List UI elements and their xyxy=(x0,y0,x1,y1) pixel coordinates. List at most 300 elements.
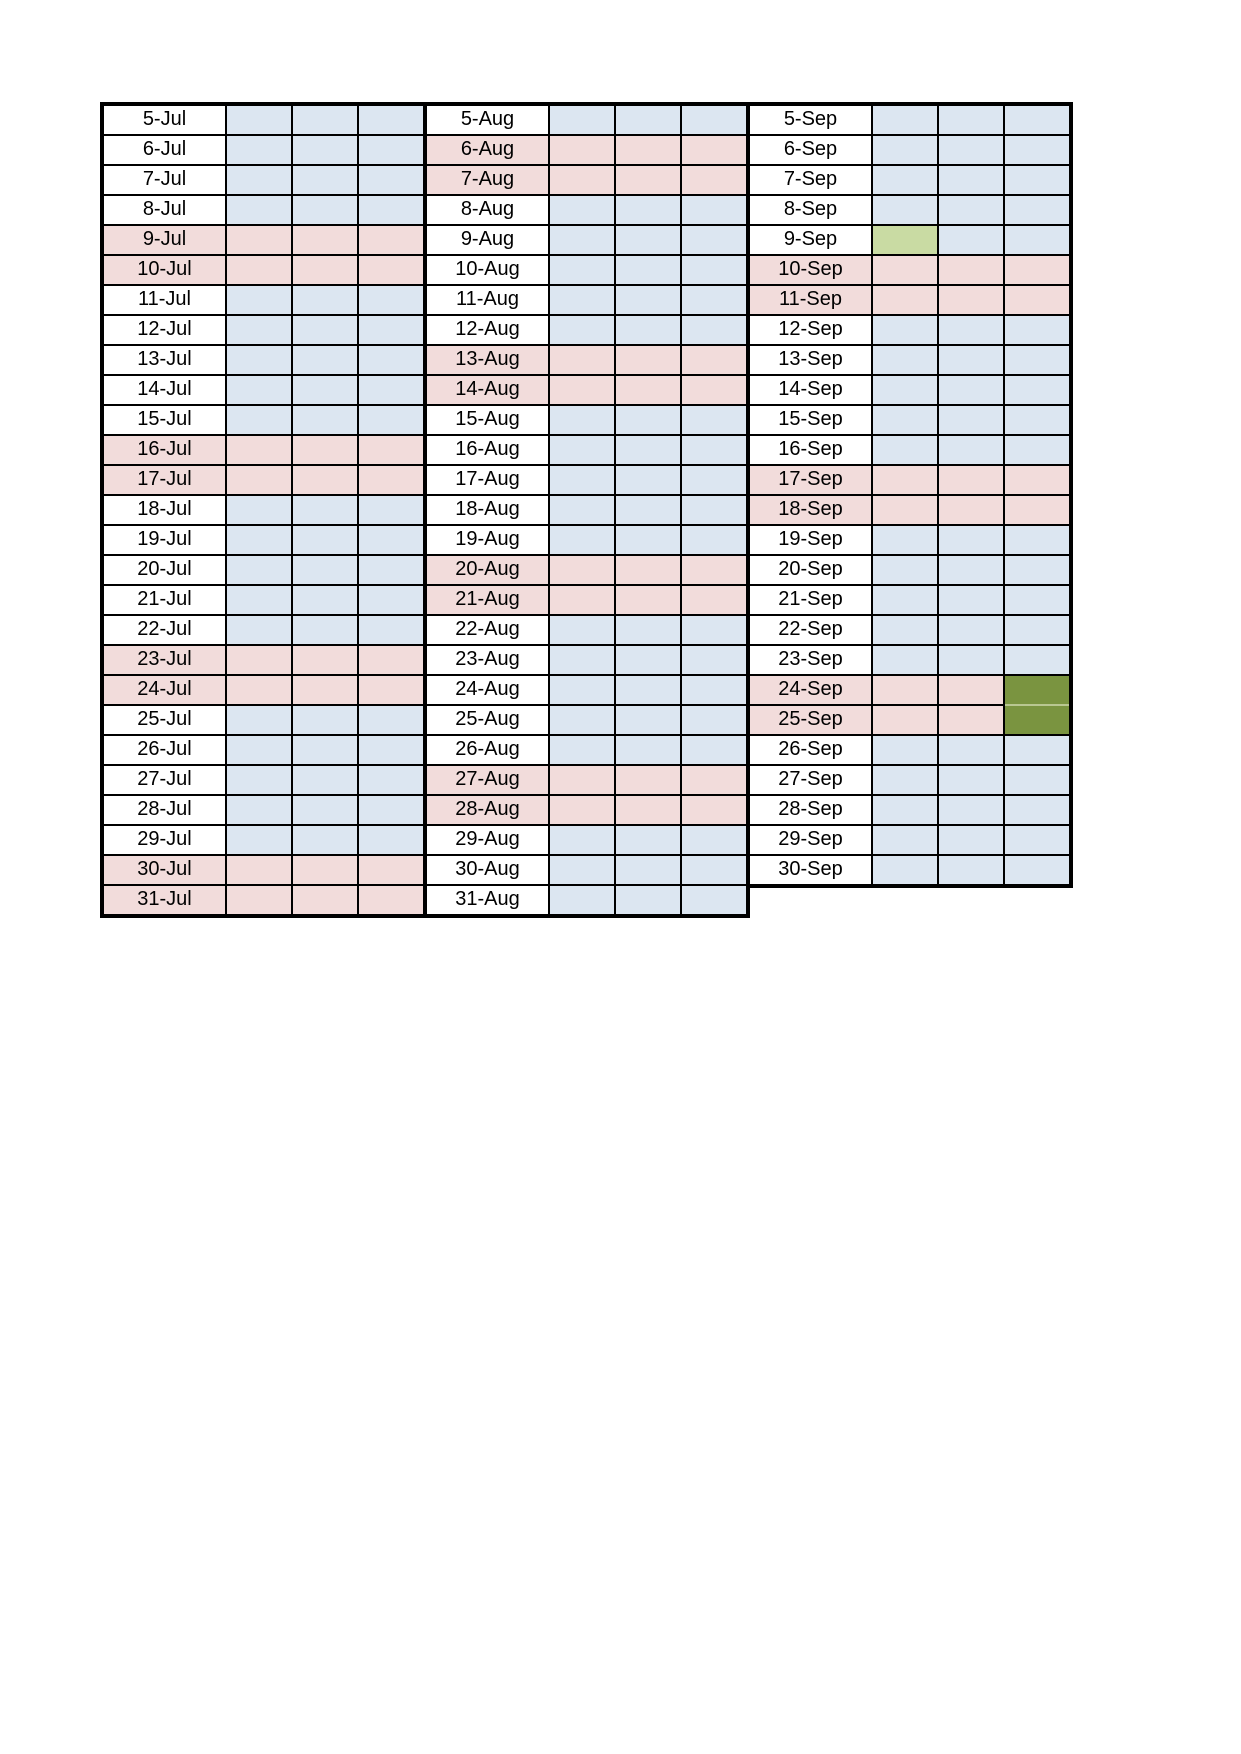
day-cell xyxy=(359,706,423,736)
day-cell xyxy=(682,316,746,346)
day-cell xyxy=(359,406,423,436)
day-cell xyxy=(293,196,359,226)
day-cell xyxy=(227,736,293,766)
date-row xyxy=(427,826,746,856)
date-label: 8-Jul xyxy=(104,196,227,226)
date-label: 29-Jul xyxy=(104,826,227,856)
date-label: 11-Sep xyxy=(750,286,873,316)
day-cell xyxy=(873,796,939,826)
date-row xyxy=(750,316,1069,346)
day-cell xyxy=(616,886,682,914)
day-cell xyxy=(1005,256,1069,286)
day-cell xyxy=(550,556,616,586)
day-cell xyxy=(616,736,682,766)
date-row xyxy=(427,556,746,586)
date-row xyxy=(104,586,423,616)
day-cell xyxy=(939,436,1005,466)
date-label: 13-Aug xyxy=(427,346,550,376)
date-label: 16-Jul xyxy=(104,436,227,466)
date-label: 27-Aug xyxy=(427,766,550,796)
day-cell xyxy=(873,616,939,646)
date-row xyxy=(104,106,423,136)
day-cell xyxy=(939,286,1005,316)
day-cell xyxy=(873,496,939,526)
day-cell xyxy=(939,646,1005,676)
day-cell xyxy=(227,646,293,676)
date-row xyxy=(750,856,1069,884)
day-cell xyxy=(682,406,746,436)
date-row xyxy=(427,136,746,166)
day-cell xyxy=(293,256,359,286)
day-cell xyxy=(616,436,682,466)
day-cell xyxy=(939,676,1005,706)
day-cell xyxy=(1005,856,1069,884)
day-cell xyxy=(1005,136,1069,166)
day-cell xyxy=(359,106,423,136)
date-label: 20-Aug xyxy=(427,556,550,586)
date-label: 28-Jul xyxy=(104,796,227,826)
day-cell xyxy=(227,616,293,646)
date-row xyxy=(104,676,423,706)
day-cell xyxy=(873,706,939,736)
date-row xyxy=(104,646,423,676)
day-cell xyxy=(616,826,682,856)
date-label: 16-Aug xyxy=(427,436,550,466)
date-label: 26-Jul xyxy=(104,736,227,766)
day-cell xyxy=(939,736,1005,766)
date-label: 5-Aug xyxy=(427,106,550,136)
date-row xyxy=(750,226,1069,256)
date-row xyxy=(104,256,423,286)
day-cell xyxy=(939,466,1005,496)
day-cell xyxy=(359,646,423,676)
day-cell xyxy=(550,226,616,256)
day-cell xyxy=(550,796,616,826)
day-cell xyxy=(227,496,293,526)
date-row xyxy=(104,466,423,496)
day-cell xyxy=(359,466,423,496)
day-cell xyxy=(550,376,616,406)
day-cell xyxy=(550,106,616,136)
day-cell xyxy=(293,676,359,706)
date-row xyxy=(750,646,1069,676)
day-cell xyxy=(359,316,423,346)
day-cell xyxy=(616,646,682,676)
date-row xyxy=(104,496,423,526)
day-cell xyxy=(359,436,423,466)
day-cell xyxy=(939,706,1005,736)
day-cell xyxy=(873,376,939,406)
date-label: 30-Sep xyxy=(750,856,873,884)
date-label: 15-Jul xyxy=(104,406,227,436)
day-cell xyxy=(682,466,746,496)
date-label: 9-Jul xyxy=(104,226,227,256)
date-row xyxy=(427,796,746,826)
day-cell xyxy=(550,646,616,676)
date-row xyxy=(104,856,423,886)
date-label: 10-Sep xyxy=(750,256,873,286)
day-cell xyxy=(682,346,746,376)
date-label: 17-Sep xyxy=(750,466,873,496)
date-row xyxy=(750,106,1069,136)
date-label: 14-Aug xyxy=(427,376,550,406)
day-cell xyxy=(1005,346,1069,376)
day-cell xyxy=(550,466,616,496)
day-cell xyxy=(359,766,423,796)
day-cell xyxy=(873,646,939,676)
date-label: 30-Aug xyxy=(427,856,550,886)
day-cell xyxy=(682,286,746,316)
day-cell xyxy=(1005,286,1069,316)
date-label: 7-Jul xyxy=(104,166,227,196)
day-cell xyxy=(550,616,616,646)
date-row xyxy=(750,166,1069,196)
day-cell xyxy=(873,826,939,856)
date-label: 7-Sep xyxy=(750,166,873,196)
date-row xyxy=(750,256,1069,286)
date-row xyxy=(427,526,746,556)
day-cell xyxy=(682,496,746,526)
date-label: 18-Aug xyxy=(427,496,550,526)
date-row xyxy=(427,436,746,466)
date-row xyxy=(427,196,746,226)
day-cell xyxy=(1005,556,1069,586)
date-row xyxy=(104,796,423,826)
date-label: 22-Sep xyxy=(750,616,873,646)
day-cell xyxy=(293,316,359,346)
day-cell xyxy=(1005,466,1069,496)
day-cell xyxy=(616,376,682,406)
day-cell xyxy=(939,226,1005,256)
day-cell xyxy=(616,856,682,886)
day-cell xyxy=(293,436,359,466)
day-cell xyxy=(1005,196,1069,226)
day-cell xyxy=(682,556,746,586)
date-row xyxy=(750,466,1069,496)
day-cell xyxy=(616,706,682,736)
day-cell xyxy=(682,856,746,886)
day-cell xyxy=(873,436,939,466)
highlighted-day-cell-dark-green xyxy=(1005,676,1069,706)
date-row xyxy=(427,166,746,196)
day-cell xyxy=(1005,106,1069,136)
date-row xyxy=(427,106,746,136)
day-cell xyxy=(682,376,746,406)
day-cell xyxy=(293,496,359,526)
day-cell xyxy=(939,826,1005,856)
day-cell xyxy=(359,586,423,616)
day-cell xyxy=(682,616,746,646)
day-cell xyxy=(293,406,359,436)
date-row xyxy=(104,376,423,406)
date-row xyxy=(750,766,1069,796)
day-cell xyxy=(359,376,423,406)
day-cell xyxy=(293,856,359,886)
date-row xyxy=(104,826,423,856)
day-cell xyxy=(227,466,293,496)
date-row xyxy=(750,736,1069,766)
day-cell xyxy=(359,736,423,766)
day-cell xyxy=(939,526,1005,556)
date-row xyxy=(750,706,1069,736)
date-label: 23-Sep xyxy=(750,646,873,676)
month-block-september xyxy=(746,102,1073,888)
month-block-august xyxy=(423,102,750,918)
month-block-july xyxy=(100,102,427,918)
day-cell xyxy=(293,796,359,826)
day-cell xyxy=(616,496,682,526)
date-label: 11-Aug xyxy=(427,286,550,316)
day-cell xyxy=(616,466,682,496)
day-cell xyxy=(293,376,359,406)
day-cell xyxy=(682,256,746,286)
day-cell xyxy=(359,196,423,226)
day-cell xyxy=(359,226,423,256)
day-cell xyxy=(1005,496,1069,526)
date-row xyxy=(427,496,746,526)
date-label: 21-Jul xyxy=(104,586,227,616)
date-row xyxy=(750,136,1069,166)
day-cell xyxy=(550,166,616,196)
day-cell xyxy=(227,766,293,796)
date-label: 26-Aug xyxy=(427,736,550,766)
date-label: 21-Sep xyxy=(750,586,873,616)
date-label: 19-Aug xyxy=(427,526,550,556)
date-row xyxy=(427,406,746,436)
day-cell xyxy=(873,736,939,766)
day-cell xyxy=(616,526,682,556)
day-cell xyxy=(682,886,746,914)
date-label: 12-Aug xyxy=(427,316,550,346)
day-cell xyxy=(550,316,616,346)
date-row xyxy=(104,706,423,736)
date-label: 30-Jul xyxy=(104,856,227,886)
date-row xyxy=(427,766,746,796)
date-label: 7-Aug xyxy=(427,166,550,196)
day-cell xyxy=(939,856,1005,884)
date-row xyxy=(427,286,746,316)
day-cell xyxy=(682,646,746,676)
day-cell xyxy=(939,406,1005,436)
day-cell xyxy=(616,346,682,376)
day-cell xyxy=(359,796,423,826)
day-cell xyxy=(550,766,616,796)
day-cell xyxy=(873,526,939,556)
date-label: 24-Sep xyxy=(750,676,873,706)
date-row xyxy=(427,616,746,646)
day-cell xyxy=(682,196,746,226)
day-cell xyxy=(550,706,616,736)
date-label: 5-Sep xyxy=(750,106,873,136)
day-cell xyxy=(682,136,746,166)
date-row xyxy=(104,226,423,256)
date-row xyxy=(104,316,423,346)
day-cell xyxy=(227,256,293,286)
date-label: 14-Jul xyxy=(104,376,227,406)
day-cell xyxy=(1005,526,1069,556)
day-cell xyxy=(293,526,359,556)
day-cell xyxy=(939,136,1005,166)
day-cell xyxy=(1005,796,1069,826)
date-label: 12-Sep xyxy=(750,316,873,346)
date-label: 9-Aug xyxy=(427,226,550,256)
day-cell xyxy=(873,106,939,136)
day-cell xyxy=(873,406,939,436)
date-label: 13-Sep xyxy=(750,346,873,376)
day-cell xyxy=(873,316,939,346)
date-label: 17-Aug xyxy=(427,466,550,496)
day-cell xyxy=(873,586,939,616)
day-cell xyxy=(873,766,939,796)
day-cell xyxy=(359,496,423,526)
date-row xyxy=(427,736,746,766)
day-cell xyxy=(359,166,423,196)
date-row xyxy=(427,586,746,616)
date-label: 5-Jul xyxy=(104,106,227,136)
day-cell xyxy=(227,226,293,256)
date-row xyxy=(750,496,1069,526)
day-cell xyxy=(616,766,682,796)
day-cell xyxy=(359,856,423,886)
date-label: 8-Aug xyxy=(427,196,550,226)
day-cell xyxy=(873,466,939,496)
day-cell xyxy=(550,736,616,766)
date-label: 26-Sep xyxy=(750,736,873,766)
day-cell xyxy=(550,256,616,286)
date-row xyxy=(427,256,746,286)
day-cell xyxy=(1005,586,1069,616)
date-row xyxy=(104,286,423,316)
day-cell xyxy=(682,586,746,616)
day-cell xyxy=(616,586,682,616)
day-cell xyxy=(227,796,293,826)
date-row xyxy=(427,706,746,736)
day-cell xyxy=(227,346,293,376)
date-row xyxy=(104,736,423,766)
day-cell xyxy=(293,556,359,586)
day-cell xyxy=(1005,646,1069,676)
date-label: 28-Aug xyxy=(427,796,550,826)
day-cell xyxy=(1005,616,1069,646)
date-label: 15-Aug xyxy=(427,406,550,436)
calendar-grid xyxy=(100,102,1073,918)
day-cell xyxy=(227,886,293,914)
date-label: 15-Sep xyxy=(750,406,873,436)
day-cell xyxy=(616,286,682,316)
day-cell xyxy=(939,196,1005,226)
day-cell xyxy=(939,586,1005,616)
day-cell xyxy=(227,526,293,556)
date-row xyxy=(427,646,746,676)
day-cell xyxy=(550,196,616,226)
date-row xyxy=(750,676,1069,706)
day-cell xyxy=(359,526,423,556)
day-cell xyxy=(550,526,616,556)
day-cell xyxy=(293,706,359,736)
date-row xyxy=(750,376,1069,406)
day-cell xyxy=(682,436,746,466)
day-cell xyxy=(682,166,746,196)
date-label: 27-Jul xyxy=(104,766,227,796)
day-cell xyxy=(873,166,939,196)
day-cell xyxy=(616,256,682,286)
date-label: 23-Aug xyxy=(427,646,550,676)
day-cell xyxy=(616,136,682,166)
day-cell xyxy=(359,616,423,646)
day-cell xyxy=(682,526,746,556)
date-row xyxy=(104,346,423,376)
day-cell xyxy=(227,676,293,706)
day-cell xyxy=(550,346,616,376)
day-cell xyxy=(873,856,939,884)
day-cell xyxy=(682,736,746,766)
day-cell xyxy=(359,286,423,316)
day-cell xyxy=(227,826,293,856)
day-cell xyxy=(682,826,746,856)
date-label: 22-Jul xyxy=(104,616,227,646)
date-row xyxy=(750,196,1069,226)
day-cell xyxy=(616,196,682,226)
date-row xyxy=(104,766,423,796)
date-row xyxy=(427,466,746,496)
date-row xyxy=(750,346,1069,376)
date-label: 28-Sep xyxy=(750,796,873,826)
date-label: 6-Sep xyxy=(750,136,873,166)
date-label: 24-Aug xyxy=(427,676,550,706)
day-cell xyxy=(939,316,1005,346)
highlighted-day-cell-dark-green xyxy=(1005,706,1069,736)
day-cell xyxy=(550,676,616,706)
date-label: 16-Sep xyxy=(750,436,873,466)
day-cell xyxy=(616,226,682,256)
date-label: 22-Aug xyxy=(427,616,550,646)
date-row xyxy=(750,826,1069,856)
date-label: 12-Jul xyxy=(104,316,227,346)
date-row xyxy=(750,286,1069,316)
date-row xyxy=(750,436,1069,466)
date-label: 25-Sep xyxy=(750,706,873,736)
day-cell xyxy=(227,436,293,466)
day-cell xyxy=(682,796,746,826)
date-label: 29-Aug xyxy=(427,826,550,856)
date-label: 31-Aug xyxy=(427,886,550,914)
day-cell xyxy=(939,496,1005,526)
date-label: 23-Jul xyxy=(104,646,227,676)
day-cell xyxy=(1005,766,1069,796)
date-row xyxy=(750,796,1069,826)
day-cell xyxy=(1005,406,1069,436)
date-label: 20-Sep xyxy=(750,556,873,586)
day-cell xyxy=(227,286,293,316)
date-row xyxy=(427,856,746,886)
date-row xyxy=(427,376,746,406)
day-cell xyxy=(616,676,682,706)
date-row xyxy=(750,556,1069,586)
date-row xyxy=(427,676,746,706)
day-cell xyxy=(227,586,293,616)
day-cell xyxy=(939,106,1005,136)
date-row xyxy=(427,316,746,346)
day-cell xyxy=(616,556,682,586)
day-cell xyxy=(873,286,939,316)
day-cell xyxy=(550,406,616,436)
day-cell xyxy=(359,256,423,286)
date-label: 6-Aug xyxy=(427,136,550,166)
day-cell xyxy=(293,646,359,676)
date-label: 19-Jul xyxy=(104,526,227,556)
day-cell xyxy=(939,346,1005,376)
day-cell xyxy=(550,886,616,914)
